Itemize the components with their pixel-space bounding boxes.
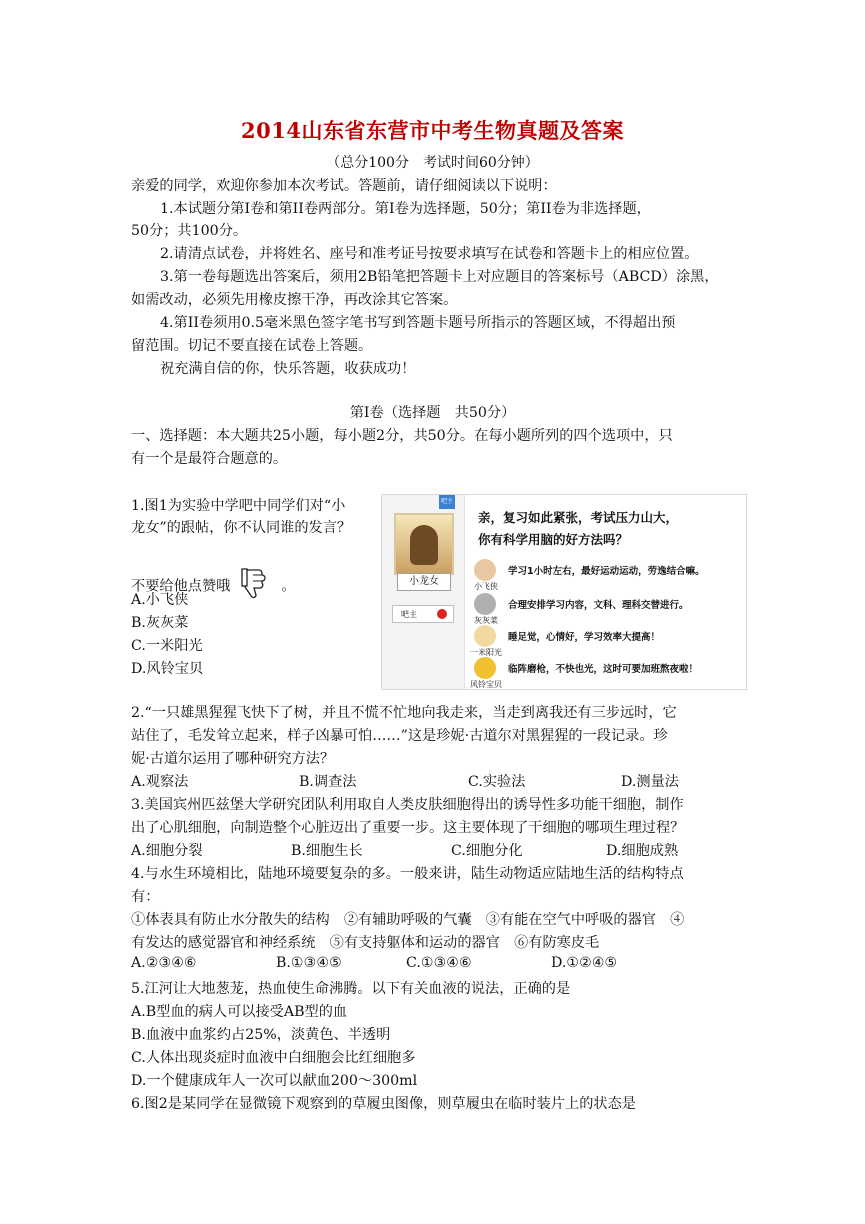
- intro-item-3b: 如需改动，必须先用橡皮擦干净，再改涂其它答案。: [131, 292, 458, 308]
- intro-item-4b: 留范围。切记不要直接在试卷上答题。: [131, 338, 373, 354]
- reply-text: 临阵磨枪，不快也光，这时可要加班熬夜啦！: [508, 664, 699, 675]
- avatar: [394, 513, 454, 575]
- q2-option-a: A.观察法: [131, 774, 189, 790]
- reply-name: 一米阳光: [470, 648, 502, 657]
- page-title: 2014山东省东营市中考生物真题及答案: [241, 118, 624, 143]
- reply-name: 灰灰菜: [474, 616, 498, 625]
- reply-text: 学习1小时左右，最好运动运动，劳逸结合嘛。: [508, 566, 705, 577]
- q5-text: 5.江河让大地葱茏，热血使生命沸腾。以下有关血液的说法，正确的是: [131, 981, 571, 997]
- reply-4: [468, 655, 744, 691]
- q4-text-c: ①体表具有防止水分散失的结构 ②有辅助呼吸的气囊 ③有能在空气中呼吸的器官 ④: [131, 912, 685, 928]
- q2-options: [131, 771, 741, 793]
- post-question-a: 亲，复习如此紧张，考试压力山大，: [478, 510, 679, 525]
- q5-option-c: C.人体出现炎症时血液中白细胞会比红细胞多: [131, 1050, 416, 1066]
- q4-options: [131, 955, 741, 977]
- q3-option-a: A.细胞分裂: [131, 843, 203, 859]
- poster-panel: [382, 495, 465, 689]
- q1-option-c: C.一米阳光: [131, 638, 203, 654]
- q4-option-b: B.①③④⑤: [276, 955, 342, 971]
- host-user-icon: [437, 609, 447, 619]
- q3-text-a: 3.美国宾州匹兹堡大学研究团队利用取自人类皮肤细胞得出的诱导性多功能干细胞，制作: [131, 797, 684, 813]
- q2-text-c: 妮·古道尔运用了哪种研究方法？: [131, 751, 335, 767]
- q2-text-b: 站住了，毛发耸立起来，样子凶暴可怕……”这是珍妮·古道尔对黑猩猩的一段记录。珍: [131, 728, 668, 744]
- corner-badge: 吧主: [439, 495, 455, 509]
- q1-text-a: 1.图1为实验中学吧中同学们对“小: [131, 498, 346, 514]
- intro-item-3a: 3.第一卷每题选出答案后，须用2B铅笔把答题卡上对应题目的答案标号（ABCD）涂黑，: [160, 269, 719, 285]
- section-desc-b: 有一个是最符合题意的。: [131, 451, 288, 467]
- section-desc-a: 一、选择题：本大题共25小题，每小题2分，共50分。在每小题所列的四个选项中，只: [131, 428, 673, 444]
- post-question-b: 你有科学用脑的好方法吗？: [478, 532, 629, 547]
- section-title: 第Ⅰ卷（选择题 共50分）: [349, 405, 516, 421]
- intro-item-4a: 4.第II卷须用0.5毫米黑色签字笔书写到答题卡题号所指示的答题区域，不得超出预: [160, 315, 676, 331]
- q1-option-b: B.灰灰菜: [131, 615, 189, 631]
- reply-avatar-icon: [474, 625, 496, 647]
- reply-avatar-icon: [474, 657, 496, 679]
- host-label: 吧主: [401, 610, 417, 619]
- reply-name: 风铃宝贝: [470, 680, 502, 689]
- q1-text-c: 不要给他点赞哦: [131, 578, 231, 595]
- q4-text-d: 有发达的感觉器官和神经系统 ⑤有支持躯体和运动的器官 ⑥有防寒皮毛: [131, 935, 600, 951]
- q4-option-d: D.①②④⑤: [551, 955, 618, 971]
- reply-avatar-icon: [474, 593, 496, 615]
- intro-item-2: 2.请清点试卷，并将姓名、座号和准考证号按要求填写在试卷和答题卡上的相应位置。: [160, 246, 699, 262]
- page-subtitle: （总分100分 考试时间60分钟）: [326, 155, 539, 171]
- q3-option-b: B.细胞生长: [291, 843, 363, 859]
- q3-option-c: C.细胞分化: [451, 843, 523, 859]
- reply-text: 睡足觉，心情好，学习效率大提高！: [508, 632, 661, 643]
- intro-wish: 祝充满自信的你，快乐答题，收获成功！: [160, 361, 416, 377]
- intro-greeting: 亲爱的同学，欢迎你参加本次考试。答题前，请仔细阅读以下说明：: [131, 178, 557, 194]
- poster-name: 小龙女: [397, 573, 451, 591]
- intro-item-1a: 1.本试题分第Ⅰ卷和第II卷两部分。第Ⅰ卷为选择题，50分；第II卷为非选择题，: [160, 201, 651, 217]
- q2-option-d: D.测量法: [621, 774, 679, 790]
- q3-option-d: D.细胞成熟: [606, 843, 679, 859]
- q2-text-a: 2.“一只雄黑猩猩飞快下了树，并且不慌不忙地向我走来，当走到离我还有三步远时，它: [131, 705, 677, 721]
- reply-1: [468, 557, 744, 593]
- q5-option-a: A.B型血的病人可以接受AB型的血: [131, 1004, 348, 1020]
- q1-option-a: A.小飞侠: [131, 592, 189, 608]
- reply-text: 合理安排学习内容，文科、理科交替进行。: [508, 600, 689, 611]
- q3-options: [131, 840, 741, 862]
- q3-text-b: 出了心肌细胞，向制造整个心脏迈出了重要一步。这主要体现了干细胞的哪项生理过程？: [131, 820, 685, 836]
- q1-text-b: 龙女”的跟帖，你不认同谁的发言？: [131, 520, 352, 536]
- q6-text: 6.图2是某同学在显微镜下观察到的草履虫图像，则草履虫在临时装片上的状态是: [131, 1096, 636, 1112]
- reply-2: [468, 591, 744, 627]
- reply-3: [468, 623, 744, 659]
- q1-option-d: D.风铃宝贝: [131, 661, 204, 677]
- q4-option-c: C.①③④⑥: [406, 955, 472, 971]
- post-question: [478, 507, 678, 551]
- figure-1-forum-post: [381, 494, 747, 690]
- q4-option-a: A.②③④⑥: [131, 955, 197, 971]
- q5-option-d: D.一个健康成年人一次可以献血200～300ml: [131, 1073, 418, 1089]
- reply-name: 小飞侠: [474, 582, 498, 591]
- q2-option-c: C.实验法: [468, 774, 526, 790]
- reply-avatar-icon: [474, 559, 496, 581]
- q1-text-c-end: 。: [281, 578, 296, 595]
- host-tag: [392, 605, 454, 623]
- q4-text-a: 4.与水生环境相比，陆地环境要复杂的多。一般来讲，陆生动物适应陆地生活的结构特点: [131, 866, 684, 882]
- avatar-figure-icon: [410, 525, 438, 565]
- q4-text-b: 有：: [131, 889, 160, 905]
- intro-item-1b: 50分；共100分。: [131, 223, 248, 239]
- q2-option-b: B.调查法: [299, 774, 357, 790]
- q5-option-b: B.血液中血浆约占25%，淡黄色、半透明: [131, 1027, 391, 1043]
